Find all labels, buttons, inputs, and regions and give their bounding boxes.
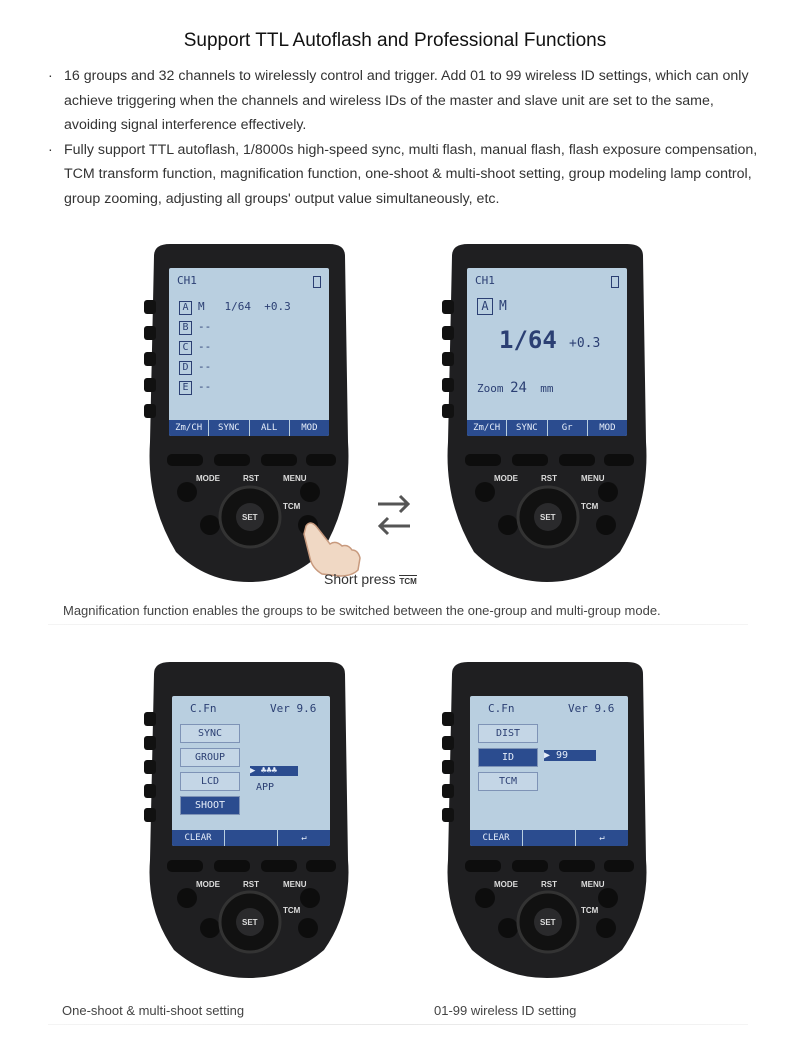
menu-item-tcm[interactable]: TCM: [478, 772, 538, 791]
short-press-label: Short press TCM: [324, 571, 417, 587]
battery-icon: [313, 276, 321, 288]
softkey-clear[interactable]: CLEAR: [470, 830, 523, 846]
menu-item-sync[interactable]: SYNC: [180, 724, 240, 743]
rst-label: RST: [243, 880, 259, 889]
softkey-zm-ch[interactable]: Zm/CH: [467, 420, 507, 436]
feature-bullet-1: · 16 groups and 32 channels to wirelessly control and trigger. Add 01 to 99 wireless ID settings, which can only achieve triggering when the channels and wireless IDs of the master and slave unit are set to the same, avoiding signal interference effectively.: [48, 64, 768, 138]
softkey-clear[interactable]: CLEAR: [172, 830, 225, 846]
softkey-all[interactable]: ALL: [250, 420, 290, 436]
group-row-b: B --: [179, 320, 211, 335]
set-button[interactable]: SET: [540, 513, 556, 522]
caption-magnification: Magnification function enables the groups to be switched between the one-group and multi-group mode.: [63, 603, 661, 618]
divider: [48, 1024, 748, 1025]
lcd-screen: [169, 268, 329, 436]
softkey-mod[interactable]: MOD: [301, 423, 318, 433]
group-row-e: E --: [179, 380, 211, 395]
caption-oneshoot: One-shoot & multi-shoot setting: [62, 1003, 245, 1018]
softkey-enter[interactable]: ↵: [599, 833, 605, 843]
tcm-label: TCM: [283, 502, 301, 511]
rst-label: RST: [541, 474, 557, 483]
tcm-label: TCM: [581, 502, 599, 511]
softkey-bar: [169, 420, 329, 436]
softkey-sync[interactable]: SYNC: [209, 420, 249, 436]
flash-trigger-4: [440, 660, 655, 980]
softkey-sync[interactable]: SYNC: [507, 420, 547, 436]
lcd-screen: [470, 696, 628, 846]
channel-label: CH1: [475, 274, 495, 287]
menu-item-dist[interactable]: DIST: [478, 724, 538, 743]
channel-label: CH1: [177, 274, 197, 287]
swap-arrows-icon: [374, 490, 414, 540]
menu-label: MENU: [581, 474, 605, 483]
zoom-row: Zoom 24 mm: [477, 380, 554, 396]
mode-label: MODE: [196, 474, 220, 483]
bullet-marker: ·: [48, 141, 53, 158]
version-label: Ver 9.6: [568, 702, 615, 715]
caption-wireless-id: 01-99 wireless ID setting: [434, 1003, 577, 1018]
group-row-a: A M: [477, 298, 507, 315]
softkey-bar: [467, 420, 627, 436]
tcm-icon: TCM: [399, 577, 417, 586]
shoot-app-option[interactable]: APP: [256, 782, 275, 793]
rst-label: RST: [243, 474, 259, 483]
rst-label: RST: [541, 880, 557, 889]
softkey-enter[interactable]: ↵: [301, 833, 307, 843]
lcd-screen: [467, 268, 627, 436]
softkey-mod[interactable]: MOD: [599, 423, 616, 433]
mode-label: MODE: [196, 880, 220, 889]
group-row-d: D --: [179, 360, 211, 375]
feature-bullet-2: · Fully support TTL autoflash, 1/8000s high-speed sync, multi flash, manual flash, flash exposure compensation, TCM transform function, magnification function, one-shoot & multi-shoot setting, group modeling lamp control, group zooming, adjusting all groups' output value simultaneously, etc.: [48, 138, 768, 212]
softkey-bar: [470, 830, 628, 846]
lcd-screen: [172, 696, 330, 846]
power-value: 1/64: [499, 326, 557, 354]
flash-trigger-3: [142, 660, 357, 980]
menu-label: MENU: [581, 880, 605, 889]
softkey-bar: [172, 830, 330, 846]
set-button[interactable]: SET: [540, 918, 556, 927]
menu-item-lcd[interactable]: LCD: [180, 772, 240, 791]
compensation-value: +0.3: [569, 336, 601, 351]
mode-label: MODE: [494, 474, 518, 483]
feature-list: [48, 64, 768, 211]
bullet-marker: ·: [48, 68, 53, 84]
version-label: Ver 9.6: [270, 702, 317, 715]
menu-label: MENU: [283, 880, 307, 889]
hand-pointer-icon: [296, 518, 366, 578]
group-row-a: A M 1/64 +0.3: [179, 300, 291, 315]
tcm-label: TCM: [283, 906, 301, 915]
menu-item-id[interactable]: ID: [478, 748, 538, 767]
softkey-blank[interactable]: [225, 830, 278, 846]
menu-item-shoot[interactable]: SHOOT: [180, 796, 240, 815]
tcm-label: TCM: [581, 906, 599, 915]
menu-item-group[interactable]: GROUP: [180, 748, 240, 767]
battery-icon: [611, 276, 619, 288]
menu-label: MENU: [283, 474, 307, 483]
group-row-c: C --: [179, 340, 211, 355]
flash-trigger-2: [440, 242, 655, 587]
softkey-zm-ch[interactable]: Zm/CH: [169, 420, 209, 436]
set-button[interactable]: SET: [242, 513, 258, 522]
divider: [48, 624, 748, 625]
softkey-blank[interactable]: [523, 830, 576, 846]
page-title: Support TTL Autoflash and Professional Functions: [183, 30, 607, 51]
cfn-label: C.Fn: [190, 702, 217, 715]
softkey-gr[interactable]: Gr: [548, 420, 588, 436]
id-value[interactable]: ▶ 99: [544, 750, 596, 761]
set-button[interactable]: SET: [242, 918, 258, 927]
shoot-multi-option[interactable]: ▶ ♣♣♣: [250, 766, 298, 776]
cfn-label: C.Fn: [488, 702, 515, 715]
mode-label: MODE: [494, 880, 518, 889]
